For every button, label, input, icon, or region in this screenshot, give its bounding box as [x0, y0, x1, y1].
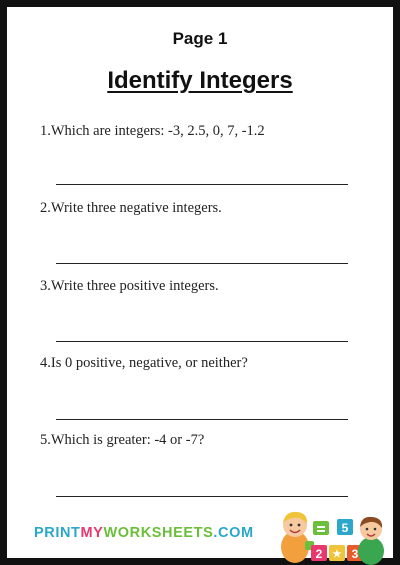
question-number: 4.	[40, 355, 51, 371]
answer-line-5[interactable]	[56, 496, 348, 497]
site-logo	[34, 525, 254, 541]
puzzle-digit-3: 3	[351, 547, 359, 561]
svg-text:★: ★	[332, 549, 342, 560]
answer-line-2[interactable]	[56, 263, 348, 264]
question-1	[40, 123, 370, 140]
page-title: Identify Integers	[107, 67, 293, 94]
question-number: 2.	[40, 200, 51, 216]
question-text: Which are integers: -3, 2.5, 0, 7, -1.2	[50, 123, 265, 139]
question-5	[40, 432, 370, 449]
answer-line-3[interactable]	[56, 341, 348, 342]
question-text: Is 0 positive, negative, or neither?	[50, 355, 248, 371]
question-4	[40, 355, 370, 372]
page-number: Page 1	[172, 29, 228, 48]
question-text: Which is greater: -4 or -7?	[50, 432, 205, 448]
answer-line-4[interactable]	[56, 419, 348, 420]
question-3	[40, 278, 370, 295]
kids-puzzle-illustration	[275, 507, 387, 565]
question-2	[40, 200, 370, 217]
logo-text-worksheets: WORKSHEETS	[103, 525, 214, 541]
question-number: 5.	[40, 432, 51, 448]
logo-text-my: MY	[80, 525, 104, 541]
question-text: Write three negative integers.	[50, 200, 222, 216]
logo-text-com: .COM	[213, 525, 254, 541]
question-number: 1.	[40, 123, 51, 139]
puzzle-digit-2: 2	[315, 547, 323, 561]
kid-left-icon	[281, 512, 314, 563]
puzzle-digit-5: 5	[341, 521, 349, 535]
logo-text-print: PRINT	[34, 525, 81, 541]
answer-line-1[interactable]	[56, 184, 348, 185]
question-text: Write three positive integers.	[50, 278, 219, 294]
kid-right-icon	[358, 517, 384, 565]
puzzle-pieces-icon	[311, 519, 363, 561]
question-number: 3.	[40, 278, 51, 294]
